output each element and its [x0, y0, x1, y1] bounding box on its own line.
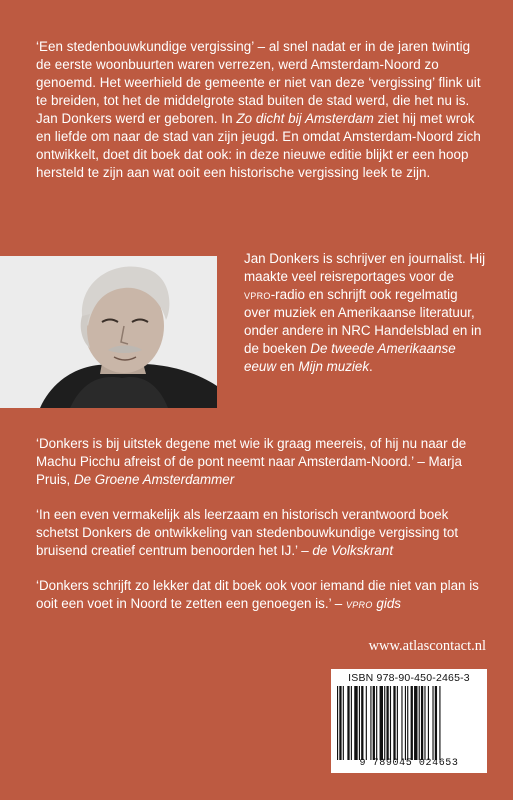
quote-text: ‘In een even vermakelijk als leerzaam en historisch verantwoord boek schetst Donkers de ontwikkeling van stedenbouwkundige vergissing tot bruisend creatief centrum benoorden het IJ.’ –	[36, 507, 459, 558]
quote-source: de Volkskrant	[312, 543, 394, 558]
book-title: Zo dicht bij Amsterdam	[236, 111, 374, 126]
isbn-label: ISBN 978-90-450-2465-3	[348, 672, 470, 684]
intro-text	[36, 38, 482, 182]
author-portrait-icon	[0, 256, 217, 408]
bio-text-4: en	[276, 359, 299, 374]
review-quote	[36, 577, 486, 613]
intro-p2-end: ziet hij met wrok en liefde om naar de stad van zijn jeugd. En omdat Amsterdam-Noord zich ontwikkelt, doet dit boek dat ook: in deze nieuwe editie blijkt er een hoop hersteld te zijn aan wat ooit een historische vergissing leek te zijn.	[36, 111, 481, 180]
bio-text-1: Jan Donkers is schrijver en journalist. Hij maakte veel reisreportages voor de	[244, 251, 486, 284]
quote-source: gids	[372, 596, 401, 611]
quote-source-caps: vpro	[345, 596, 373, 611]
isbn-barcode	[331, 669, 487, 773]
quote-text: ‘Donkers is bij uitstek degene met wie ik graag meereis, of hij nu naar de Machu Picchu afreist of de pont neemt naar Amsterdam-Noord.’ – Marja Pruis,	[36, 436, 467, 487]
barcode-icon	[335, 686, 483, 760]
quote-text: ‘Donkers schrijft zo lekker dat dit boek ook voor iemand die niet van plan is ooit een voet in Noord te zetten een genoegen is.’ –	[36, 578, 479, 611]
bio-vpro: vpro	[244, 287, 271, 302]
bio-nrc: NRC Handelsblad	[341, 323, 449, 338]
intro-paragraph-1: ‘Een stedenbouwkundige vergissing’ – al snel nadat er in de jaren twintig de eerste woonbuurten waren verrezen, werd Amsterdam-Noord zo genoemd. Het weerhield de gemeente er niet van deze ‘vergissing’ flink uit te breiden, tot het de middelgrote stad buiten de stad werd, die het nu is.	[36, 39, 481, 108]
bio-text-2: -radio en schrijft ook regelmatig over muziek en Amerikaanse literatuur, onder andere in	[244, 287, 475, 338]
review-quote	[36, 435, 486, 489]
review-quotes	[36, 435, 486, 630]
barcode-digits: 9 789045 024653	[359, 758, 459, 769]
publisher-website: www.atlascontact.nl	[368, 638, 486, 654]
bio-text-5: .	[369, 359, 373, 374]
review-quote	[36, 506, 486, 560]
intro-paragraph-2	[36, 110, 482, 182]
intro-p2-start: Jan Donkers werd er geboren. In	[36, 111, 237, 126]
author-bio	[244, 250, 486, 376]
bio-book-1: De tweede Amerikaanse eeuw	[244, 341, 456, 374]
quote-source: De Groene Amsterdammer	[73, 472, 235, 487]
bio-book-2: Mijn muziek	[298, 359, 370, 374]
author-photo	[0, 256, 217, 408]
bio-text-3: en in de boeken	[244, 323, 482, 356]
